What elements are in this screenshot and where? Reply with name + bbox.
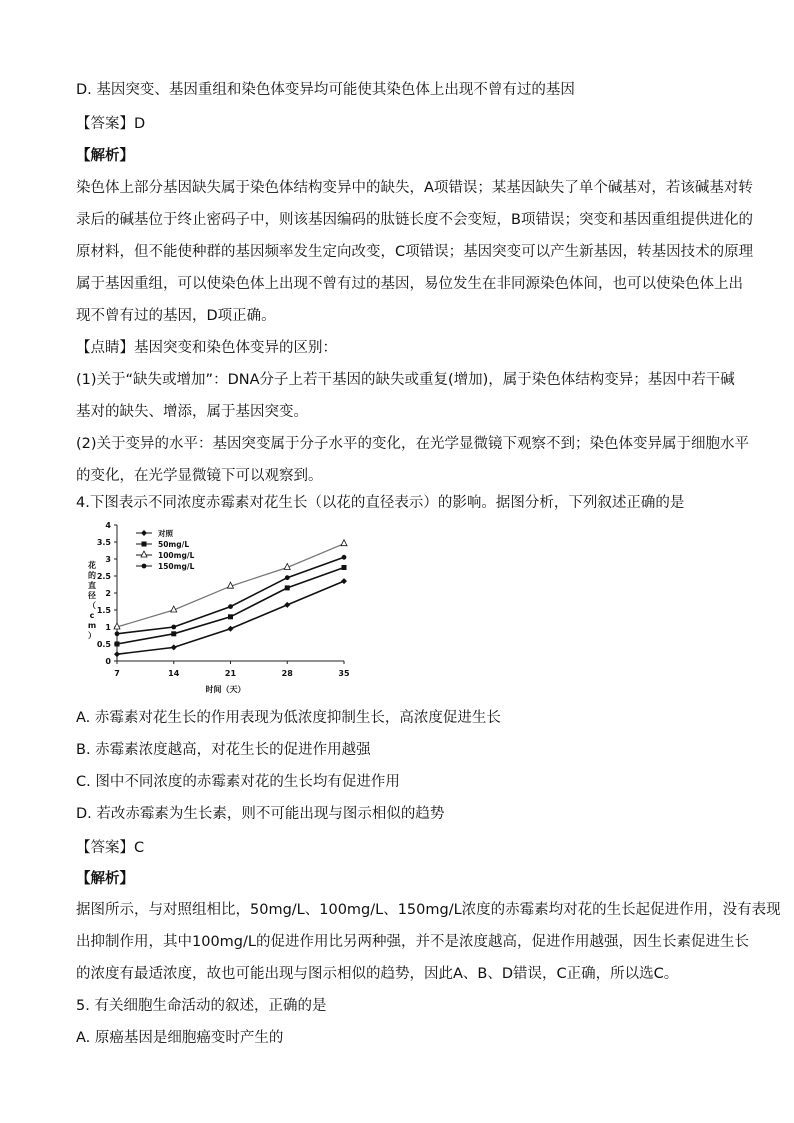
chart-legend: [136, 528, 195, 571]
point-diamond: [228, 626, 234, 632]
y-tick-label: 3.5: [96, 538, 111, 547]
y-axis-label-char: m: [87, 621, 97, 630]
q4-option-c: C. 图中不同浓度的赤霉素对花的生长均有促进作用: [76, 774, 400, 790]
point-triangle: [141, 551, 147, 557]
y-tick-label: 1.5: [96, 606, 111, 615]
point-diamond: [171, 644, 177, 650]
x-axis-label: 时间（天）: [205, 685, 246, 694]
y-axis-label-char: c: [89, 611, 95, 620]
point-square: [285, 585, 290, 590]
q3-analysis-line: 录后的碱基位于终止密码子中，则该基因编码的肽链长度不会变短，B项错误；突变和基因重组提供进化的: [76, 212, 753, 228]
q4-analysis-line: 出抑制作用，其中100mg/L的促进作用比另两种强，并不是浓度越高，促进作用越强，因生长素促进生长: [76, 934, 749, 950]
point-circle: [142, 564, 147, 569]
point-diamond: [114, 651, 120, 657]
y-axis-label-char: （: [88, 601, 96, 610]
point-circle: [228, 604, 233, 609]
chart-series: [114, 540, 347, 658]
q3-analysis-line: 现不曾有过的基因，D项正确。: [76, 308, 276, 324]
q3-option-d: D. 基因突变、基因重组和染色体变异均可能使其染色体上出现不曾有过的基因: [76, 82, 575, 98]
point-square: [142, 542, 147, 547]
y-axis-label-char: ）: [88, 631, 96, 640]
q3-tip-line: (2)关于变异的水平：基因突变属于分子水平的变化，在光学显微镜下观察不到；染色体变异属于细胞水平: [76, 436, 750, 452]
series-circle: [115, 555, 347, 636]
q4-analysis-line: 的浓度有最适浓度，故也可能出现与图示相似的趋势，因此A、B、D错误，C正确，所以选C。: [76, 966, 679, 982]
point-circle: [342, 555, 347, 560]
q4-answer: 【答案】C: [76, 840, 145, 856]
point-square: [342, 565, 347, 570]
legend-label: 50mg/L: [158, 540, 190, 549]
legend-label: 对照: [158, 529, 173, 538]
y-tick-label: 4: [105, 521, 111, 530]
q3-answer: 【答案】D: [76, 116, 146, 132]
y-tick-label: 2: [105, 589, 111, 598]
y-tick-label: 0: [105, 657, 111, 666]
point-diamond: [284, 602, 290, 608]
q3-analysis-line: 染色体上部分基因缺失属于染色体结构变异中的缺失，A项错误；某基因缺失了单个碱基对，若该碱基对转: [76, 180, 753, 196]
q5-stem: 5. 有关细胞生命活动的叙述，正确的是: [76, 998, 327, 1014]
chart-axes: [97, 521, 350, 694]
q4-option-a: A. 赤霉素对花生长的作用表现为低浓度抑制生长，高浓度促进生长: [76, 710, 501, 726]
y-axis-label-char: 直: [88, 581, 96, 590]
q3-analysis-line: 原材料，但不能使种群的基因频率发生定向改变，C项错误；基因突变可以产生新基因，转基因技术的原理: [76, 244, 754, 260]
point-circle: [285, 575, 290, 580]
point-triangle: [341, 540, 347, 546]
point-diamond: [341, 578, 347, 584]
q4-option-b: B. 赤霉素浓度越高，对花生长的促进作用越强: [76, 742, 371, 758]
x-tick-label: 35: [338, 669, 350, 678]
q3-tip-line: 的变化，在光学显微镜下可以观察到。: [76, 468, 323, 484]
y-axis-label-char: 径: [88, 591, 96, 600]
y-tick-label: 2.5: [96, 572, 111, 581]
legend-label: 150mg/L: [158, 562, 195, 571]
y-tick-label: 3: [105, 555, 111, 564]
y-axis-label-char: 的: [88, 571, 96, 580]
q4-analysis-line: 据图所示，与对照组相比，50mg/L、100mg/L、150mg/L浓度的赤霉素均对花的生长起促进作用，没有表现: [76, 902, 781, 918]
legend-label: 100mg/L: [158, 551, 195, 560]
x-tick-label: 7: [114, 669, 120, 678]
q3-tip-line: 【点睛】基因突变和染色体变异的区别：: [76, 340, 337, 356]
q4-option-d: D. 若改赤霉素为生长素，则不可能出现与图示相似的趋势: [76, 806, 445, 822]
y-axis-label-char: 花: [88, 561, 96, 570]
q5-option-a: A. 原癌基因是细胞癌变时产生的: [76, 1030, 284, 1046]
x-tick-label: 21: [224, 669, 237, 678]
q3-analysis-label: 【解析】: [76, 148, 134, 164]
q3-tip-line: (1)关于“缺失或增加”：DNA分子上若干基因的缺失或重复(增加)，属于染色体结构变异；基因中若干碱: [76, 372, 735, 388]
point-square: [228, 614, 233, 619]
x-tick-label: 14: [168, 669, 180, 678]
q4-analysis-label: 【解析】: [76, 871, 134, 887]
y-axis-label: [87, 560, 96, 640]
x-tick-label: 28: [281, 669, 293, 678]
point-diamond: [141, 530, 147, 536]
q3-tip-line: 基对的缺失、增添，属于基因突变。: [76, 404, 308, 420]
q3-analysis-line: 属于基因重组，可以使染色体上出现不曾有过的基因，易位发生在非同源染色体间，也可以使染色体上出: [76, 276, 743, 292]
point-circle: [115, 631, 120, 636]
y-tick-label: 1: [105, 623, 111, 632]
flower-growth-chart: [76, 518, 366, 696]
y-axis-label-text: [87, 560, 96, 640]
point-square: [171, 631, 176, 636]
point-square: [115, 642, 120, 647]
point-circle: [171, 625, 176, 630]
y-tick-label: 0.5: [96, 640, 111, 649]
q4-stem: 4.下图表示不同浓度赤霉素对花生长（以花的直径表示）的影响。据图分析，下列叙述正确的是: [76, 495, 685, 511]
